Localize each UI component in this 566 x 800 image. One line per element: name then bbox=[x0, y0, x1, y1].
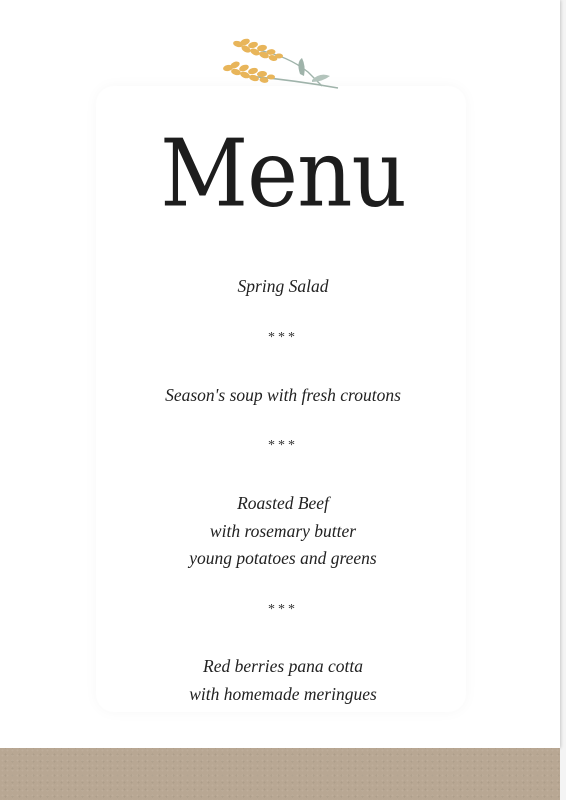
menu-title: Menu bbox=[160, 120, 406, 228]
course-4-line-2: with homemade meringues bbox=[189, 684, 377, 704]
course-separator-3: *** bbox=[268, 602, 298, 617]
course-3-line-3: young potatoes and greens bbox=[189, 548, 377, 568]
course-1-line-1: Spring Salad bbox=[237, 276, 329, 296]
course-separator-2: *** bbox=[268, 438, 298, 453]
wheat-sprig-icon bbox=[218, 32, 344, 94]
kraft-paper-base bbox=[0, 748, 560, 800]
course-4-line-1: Red berries pana cotta bbox=[203, 656, 363, 676]
course-3-line-1: Roasted Beef bbox=[237, 493, 329, 513]
course-3-line-2: with rosemary butter bbox=[209, 521, 357, 541]
course-separator-1: *** bbox=[268, 330, 298, 345]
course-2-line-1: Season's soup with fresh croutons bbox=[165, 385, 401, 405]
